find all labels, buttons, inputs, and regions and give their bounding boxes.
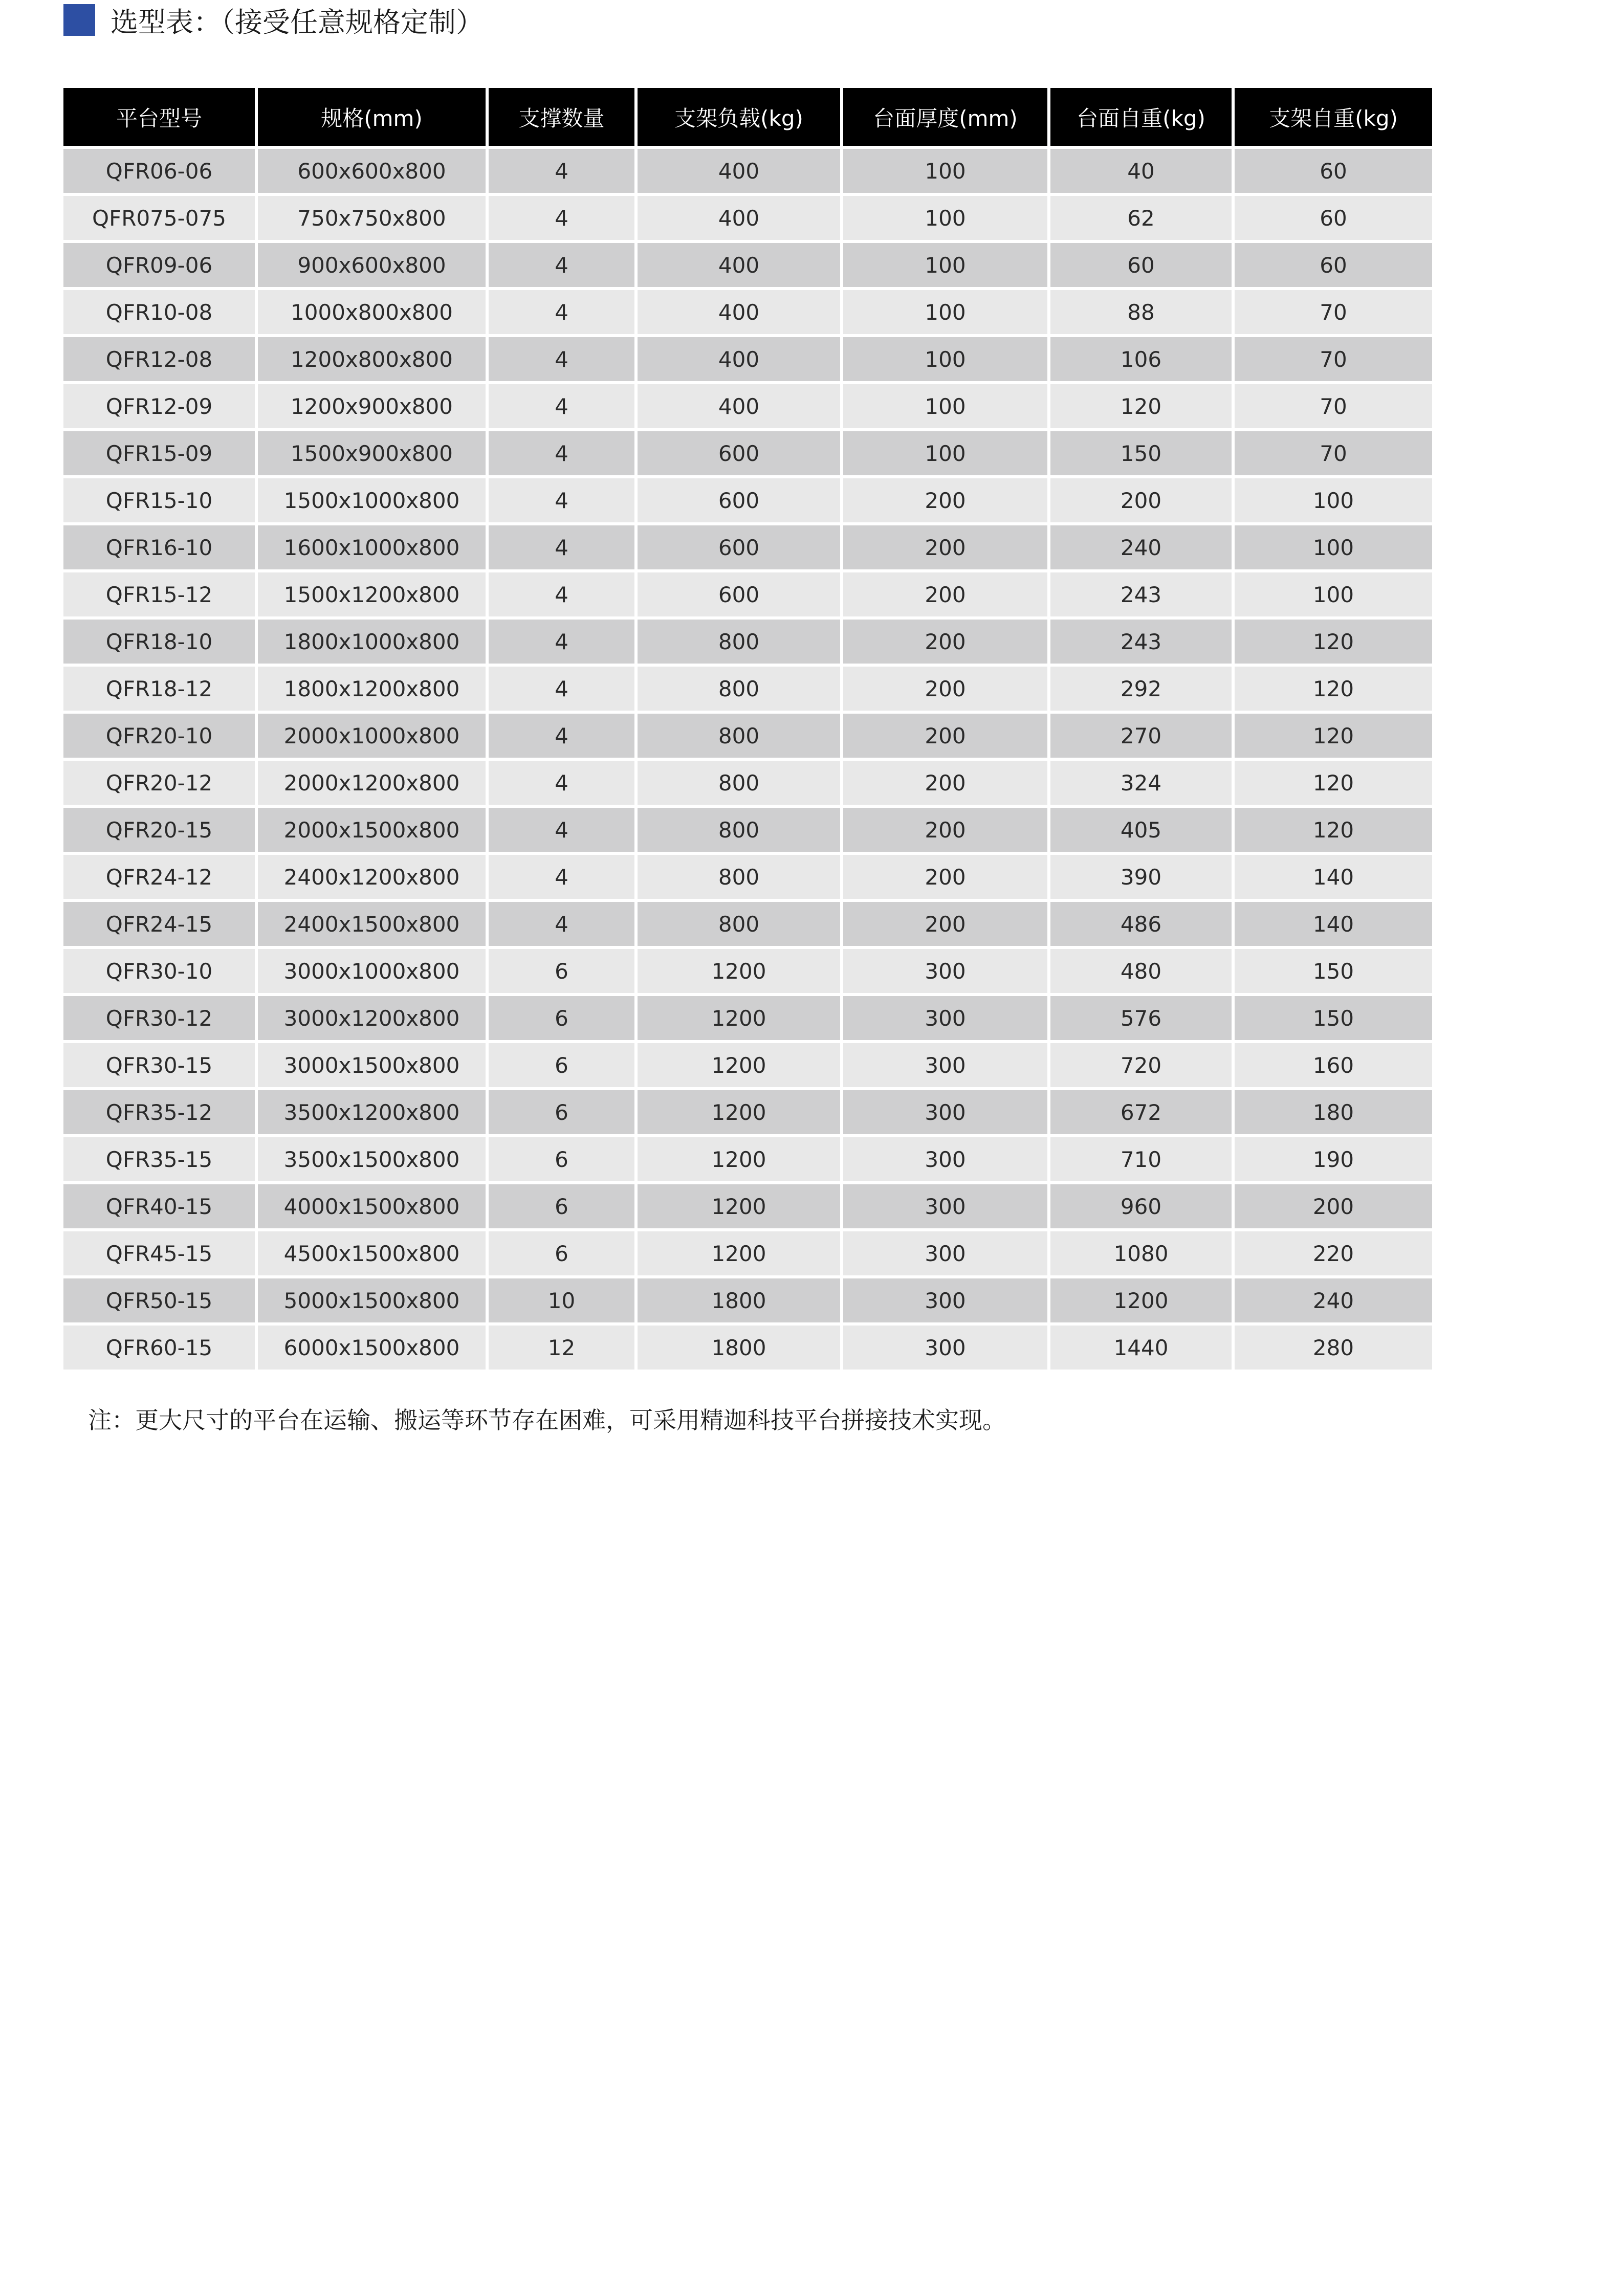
cell-frame-load: 800 bbox=[638, 620, 843, 667]
cell-top-thickness: 100 bbox=[843, 384, 1050, 431]
cell-support-count: 4 bbox=[489, 431, 638, 478]
cell-top-thickness: 100 bbox=[843, 196, 1050, 243]
cell-spec: 750x750x800 bbox=[258, 196, 489, 243]
cell-top-thickness: 100 bbox=[843, 149, 1050, 196]
cell-support-count: 6 bbox=[489, 996, 638, 1043]
cell-top-weight: 240 bbox=[1050, 525, 1235, 572]
table-row bbox=[63, 1278, 1432, 1326]
cell-top-weight: 405 bbox=[1050, 808, 1235, 855]
cell-spec: 3000x1200x800 bbox=[258, 996, 489, 1043]
cell-model: QFR20-12 bbox=[63, 761, 258, 808]
cell-frame-load: 400 bbox=[638, 290, 843, 337]
selection-table bbox=[63, 88, 1432, 1373]
cell-spec: 1500x900x800 bbox=[258, 431, 489, 478]
cell-support-count: 6 bbox=[489, 1090, 638, 1137]
cell-support-count: 4 bbox=[489, 384, 638, 431]
cell-top-weight: 710 bbox=[1050, 1137, 1235, 1184]
header-spec: 规格(mm) bbox=[258, 88, 489, 149]
cell-top-thickness: 300 bbox=[843, 1231, 1050, 1278]
cell-spec: 2400x1500x800 bbox=[258, 902, 489, 949]
cell-top-weight: 200 bbox=[1050, 478, 1235, 525]
cell-top-thickness: 300 bbox=[843, 1326, 1050, 1373]
cell-top-thickness: 200 bbox=[843, 667, 1050, 714]
cell-top-weight: 390 bbox=[1050, 855, 1235, 902]
cell-spec: 900x600x800 bbox=[258, 243, 489, 290]
cell-frame-weight: 190 bbox=[1235, 1137, 1432, 1184]
cell-frame-load: 1800 bbox=[638, 1326, 843, 1373]
cell-spec: 2000x1000x800 bbox=[258, 714, 489, 761]
cell-top-weight: 243 bbox=[1050, 572, 1235, 620]
cell-model: QFR18-12 bbox=[63, 667, 258, 714]
cell-top-weight: 243 bbox=[1050, 620, 1235, 667]
cell-support-count: 4 bbox=[489, 855, 638, 902]
cell-frame-weight: 220 bbox=[1235, 1231, 1432, 1278]
table-row bbox=[63, 384, 1432, 431]
table-header-row bbox=[63, 88, 1432, 149]
cell-frame-load: 800 bbox=[638, 667, 843, 714]
table-row bbox=[63, 337, 1432, 384]
cell-spec: 5000x1500x800 bbox=[258, 1278, 489, 1326]
cell-top-weight: 960 bbox=[1050, 1184, 1235, 1231]
cell-frame-load: 800 bbox=[638, 902, 843, 949]
cell-frame-load: 600 bbox=[638, 478, 843, 525]
cell-spec: 1200x900x800 bbox=[258, 384, 489, 431]
cell-frame-load: 600 bbox=[638, 525, 843, 572]
cell-frame-load: 400 bbox=[638, 337, 843, 384]
cell-frame-weight: 150 bbox=[1235, 949, 1432, 996]
cell-frame-weight: 60 bbox=[1235, 196, 1432, 243]
cell-support-count: 10 bbox=[489, 1278, 638, 1326]
cell-model: QFR24-15 bbox=[63, 902, 258, 949]
cell-top-thickness: 200 bbox=[843, 855, 1050, 902]
cell-top-weight: 576 bbox=[1050, 996, 1235, 1043]
table-row bbox=[63, 149, 1432, 196]
cell-spec: 6000x1500x800 bbox=[258, 1326, 489, 1373]
cell-frame-weight: 100 bbox=[1235, 572, 1432, 620]
cell-frame-weight: 60 bbox=[1235, 149, 1432, 196]
cell-support-count: 4 bbox=[489, 243, 638, 290]
cell-model: QFR30-10 bbox=[63, 949, 258, 996]
cell-top-weight: 270 bbox=[1050, 714, 1235, 761]
cell-model: QFR12-09 bbox=[63, 384, 258, 431]
cell-frame-weight: 120 bbox=[1235, 808, 1432, 855]
cell-frame-load: 800 bbox=[638, 855, 843, 902]
table-row bbox=[63, 525, 1432, 572]
table-row bbox=[63, 1184, 1432, 1231]
cell-support-count: 4 bbox=[489, 337, 638, 384]
cell-top-weight: 486 bbox=[1050, 902, 1235, 949]
cell-frame-load: 800 bbox=[638, 808, 843, 855]
cell-support-count: 4 bbox=[489, 714, 638, 761]
cell-spec: 3000x1000x800 bbox=[258, 949, 489, 996]
cell-support-count: 4 bbox=[489, 196, 638, 243]
cell-frame-load: 800 bbox=[638, 761, 843, 808]
cell-top-thickness: 200 bbox=[843, 525, 1050, 572]
header-frame-weight: 支架自重(kg) bbox=[1235, 88, 1432, 149]
cell-top-weight: 292 bbox=[1050, 667, 1235, 714]
cell-top-thickness: 200 bbox=[843, 902, 1050, 949]
cell-frame-weight: 100 bbox=[1235, 478, 1432, 525]
cell-spec: 1800x1000x800 bbox=[258, 620, 489, 667]
cell-spec: 4500x1500x800 bbox=[258, 1231, 489, 1278]
table-row bbox=[63, 196, 1432, 243]
cell-top-weight: 1080 bbox=[1050, 1231, 1235, 1278]
cell-frame-weight: 240 bbox=[1235, 1278, 1432, 1326]
cell-top-thickness: 100 bbox=[843, 290, 1050, 337]
cell-frame-weight: 70 bbox=[1235, 384, 1432, 431]
table-row bbox=[63, 431, 1432, 478]
cell-spec: 4000x1500x800 bbox=[258, 1184, 489, 1231]
cell-top-thickness: 100 bbox=[843, 431, 1050, 478]
table-row bbox=[63, 949, 1432, 996]
cell-model: QFR18-10 bbox=[63, 620, 258, 667]
cell-frame-load: 1200 bbox=[638, 1090, 843, 1137]
cell-support-count: 6 bbox=[489, 1137, 638, 1184]
cell-top-weight: 106 bbox=[1050, 337, 1235, 384]
cell-spec: 2000x1200x800 bbox=[258, 761, 489, 808]
cell-frame-load: 600 bbox=[638, 572, 843, 620]
table-row bbox=[63, 620, 1432, 667]
cell-frame-weight: 120 bbox=[1235, 667, 1432, 714]
cell-top-thickness: 300 bbox=[843, 1184, 1050, 1231]
cell-frame-weight: 100 bbox=[1235, 525, 1432, 572]
cell-frame-weight: 60 bbox=[1235, 243, 1432, 290]
cell-support-count: 4 bbox=[489, 478, 638, 525]
cell-frame-load: 1200 bbox=[638, 996, 843, 1043]
cell-support-count: 4 bbox=[489, 572, 638, 620]
cell-frame-load: 1200 bbox=[638, 1184, 843, 1231]
cell-model: QFR10-08 bbox=[63, 290, 258, 337]
cell-frame-weight: 70 bbox=[1235, 290, 1432, 337]
cell-top-weight: 1440 bbox=[1050, 1326, 1235, 1373]
cell-model: QFR60-15 bbox=[63, 1326, 258, 1373]
table-row bbox=[63, 902, 1432, 949]
cell-support-count: 6 bbox=[489, 1231, 638, 1278]
section-heading bbox=[63, 2, 484, 38]
header-top-thickness: 台面厚度(mm) bbox=[843, 88, 1050, 149]
cell-top-weight: 88 bbox=[1050, 290, 1235, 337]
table-row bbox=[63, 1090, 1432, 1137]
cell-frame-load: 1200 bbox=[638, 949, 843, 996]
table-row bbox=[63, 478, 1432, 525]
cell-top-thickness: 300 bbox=[843, 1090, 1050, 1137]
cell-model: QFR24-12 bbox=[63, 855, 258, 902]
cell-top-thickness: 200 bbox=[843, 620, 1050, 667]
cell-top-weight: 324 bbox=[1050, 761, 1235, 808]
cell-top-thickness: 300 bbox=[843, 1278, 1050, 1326]
cell-support-count: 4 bbox=[489, 667, 638, 714]
cell-model: QFR16-10 bbox=[63, 525, 258, 572]
section-title: 选型表：（接受任意规格定制） bbox=[111, 6, 484, 38]
cell-support-count: 4 bbox=[489, 290, 638, 337]
cell-model: QFR45-15 bbox=[63, 1231, 258, 1278]
table-row bbox=[63, 243, 1432, 290]
cell-frame-weight: 70 bbox=[1235, 431, 1432, 478]
cell-spec: 1500x1000x800 bbox=[258, 478, 489, 525]
cell-spec: 3000x1500x800 bbox=[258, 1043, 489, 1090]
cell-spec: 1800x1200x800 bbox=[258, 667, 489, 714]
table-row bbox=[63, 855, 1432, 902]
cell-support-count: 4 bbox=[489, 149, 638, 196]
cell-frame-weight: 280 bbox=[1235, 1326, 1432, 1373]
cell-model: QFR40-15 bbox=[63, 1184, 258, 1231]
cell-frame-weight: 200 bbox=[1235, 1184, 1432, 1231]
table-row bbox=[63, 996, 1432, 1043]
header-support-count: 支撑数量 bbox=[489, 88, 638, 149]
cell-model: QFR35-15 bbox=[63, 1137, 258, 1184]
cell-top-thickness: 200 bbox=[843, 478, 1050, 525]
cell-support-count: 12 bbox=[489, 1326, 638, 1373]
heading-marker bbox=[63, 4, 95, 36]
table-body bbox=[63, 149, 1432, 1373]
cell-frame-weight: 120 bbox=[1235, 714, 1432, 761]
table-row bbox=[63, 667, 1432, 714]
cell-top-weight: 672 bbox=[1050, 1090, 1235, 1137]
header-frame-load: 支架负载(kg) bbox=[638, 88, 843, 149]
cell-model: QFR20-15 bbox=[63, 808, 258, 855]
cell-model: QFR15-09 bbox=[63, 431, 258, 478]
cell-top-thickness: 300 bbox=[843, 1043, 1050, 1090]
cell-spec: 1000x800x800 bbox=[258, 290, 489, 337]
cell-frame-weight: 120 bbox=[1235, 761, 1432, 808]
header-top-weight: 台面自重(kg) bbox=[1050, 88, 1235, 149]
table-row bbox=[63, 572, 1432, 620]
cell-top-weight: 40 bbox=[1050, 149, 1235, 196]
cell-top-thickness: 100 bbox=[843, 337, 1050, 384]
table-row bbox=[63, 761, 1432, 808]
table-row bbox=[63, 1137, 1432, 1184]
footnote: 注：更大尺寸的平台在运输、搬运等环节存在困难，可采用精迦科技平台拼接技术实现。 bbox=[88, 1406, 1006, 1434]
cell-model: QFR12-08 bbox=[63, 337, 258, 384]
cell-model: QFR075-075 bbox=[63, 196, 258, 243]
cell-top-thickness: 100 bbox=[843, 243, 1050, 290]
table-row bbox=[63, 1231, 1432, 1278]
cell-top-weight: 480 bbox=[1050, 949, 1235, 996]
cell-top-weight: 62 bbox=[1050, 196, 1235, 243]
cell-frame-load: 1800 bbox=[638, 1278, 843, 1326]
table-row bbox=[63, 808, 1432, 855]
cell-frame-load: 800 bbox=[638, 714, 843, 761]
cell-top-thickness: 300 bbox=[843, 996, 1050, 1043]
cell-frame-weight: 140 bbox=[1235, 855, 1432, 902]
cell-frame-weight: 180 bbox=[1235, 1090, 1432, 1137]
cell-frame-load: 400 bbox=[638, 196, 843, 243]
cell-frame-weight: 140 bbox=[1235, 902, 1432, 949]
cell-top-weight: 1200 bbox=[1050, 1278, 1235, 1326]
cell-spec: 3500x1200x800 bbox=[258, 1090, 489, 1137]
cell-model: QFR06-06 bbox=[63, 149, 258, 196]
cell-support-count: 4 bbox=[489, 525, 638, 572]
cell-model: QFR20-10 bbox=[63, 714, 258, 761]
cell-support-count: 6 bbox=[489, 1184, 638, 1231]
cell-model: QFR15-12 bbox=[63, 572, 258, 620]
cell-top-weight: 60 bbox=[1050, 243, 1235, 290]
cell-top-thickness: 200 bbox=[843, 572, 1050, 620]
cell-top-thickness: 300 bbox=[843, 1137, 1050, 1184]
cell-top-weight: 120 bbox=[1050, 384, 1235, 431]
cell-spec: 1600x1000x800 bbox=[258, 525, 489, 572]
cell-model: QFR30-15 bbox=[63, 1043, 258, 1090]
cell-support-count: 6 bbox=[489, 949, 638, 996]
cell-spec: 1200x800x800 bbox=[258, 337, 489, 384]
cell-spec: 1500x1200x800 bbox=[258, 572, 489, 620]
cell-frame-load: 400 bbox=[638, 243, 843, 290]
table-row bbox=[63, 1326, 1432, 1373]
cell-spec: 2400x1200x800 bbox=[258, 855, 489, 902]
cell-frame-weight: 120 bbox=[1235, 620, 1432, 667]
cell-model: QFR09-06 bbox=[63, 243, 258, 290]
cell-model: QFR15-10 bbox=[63, 478, 258, 525]
cell-top-thickness: 200 bbox=[843, 761, 1050, 808]
cell-support-count: 4 bbox=[489, 808, 638, 855]
cell-top-thickness: 300 bbox=[843, 949, 1050, 996]
cell-frame-load: 1200 bbox=[638, 1231, 843, 1278]
cell-support-count: 4 bbox=[489, 902, 638, 949]
cell-frame-load: 400 bbox=[638, 149, 843, 196]
cell-model: QFR50-15 bbox=[63, 1278, 258, 1326]
cell-top-weight: 720 bbox=[1050, 1043, 1235, 1090]
cell-model: QFR30-12 bbox=[63, 996, 258, 1043]
header-model: 平台型号 bbox=[63, 88, 258, 149]
cell-spec: 3500x1500x800 bbox=[258, 1137, 489, 1184]
cell-support-count: 6 bbox=[489, 1043, 638, 1090]
cell-spec: 2000x1500x800 bbox=[258, 808, 489, 855]
cell-top-weight: 150 bbox=[1050, 431, 1235, 478]
cell-model: QFR35-12 bbox=[63, 1090, 258, 1137]
cell-top-thickness: 200 bbox=[843, 808, 1050, 855]
cell-frame-load: 1200 bbox=[638, 1137, 843, 1184]
cell-frame-load: 600 bbox=[638, 431, 843, 478]
cell-frame-weight: 70 bbox=[1235, 337, 1432, 384]
cell-frame-weight: 150 bbox=[1235, 996, 1432, 1043]
table-row bbox=[63, 290, 1432, 337]
cell-support-count: 4 bbox=[489, 620, 638, 667]
cell-support-count: 4 bbox=[489, 761, 638, 808]
cell-frame-load: 1200 bbox=[638, 1043, 843, 1090]
cell-spec: 600x600x800 bbox=[258, 149, 489, 196]
cell-top-thickness: 200 bbox=[843, 714, 1050, 761]
cell-frame-load: 400 bbox=[638, 384, 843, 431]
table-row bbox=[63, 714, 1432, 761]
cell-frame-weight: 160 bbox=[1235, 1043, 1432, 1090]
table-row bbox=[63, 1043, 1432, 1090]
